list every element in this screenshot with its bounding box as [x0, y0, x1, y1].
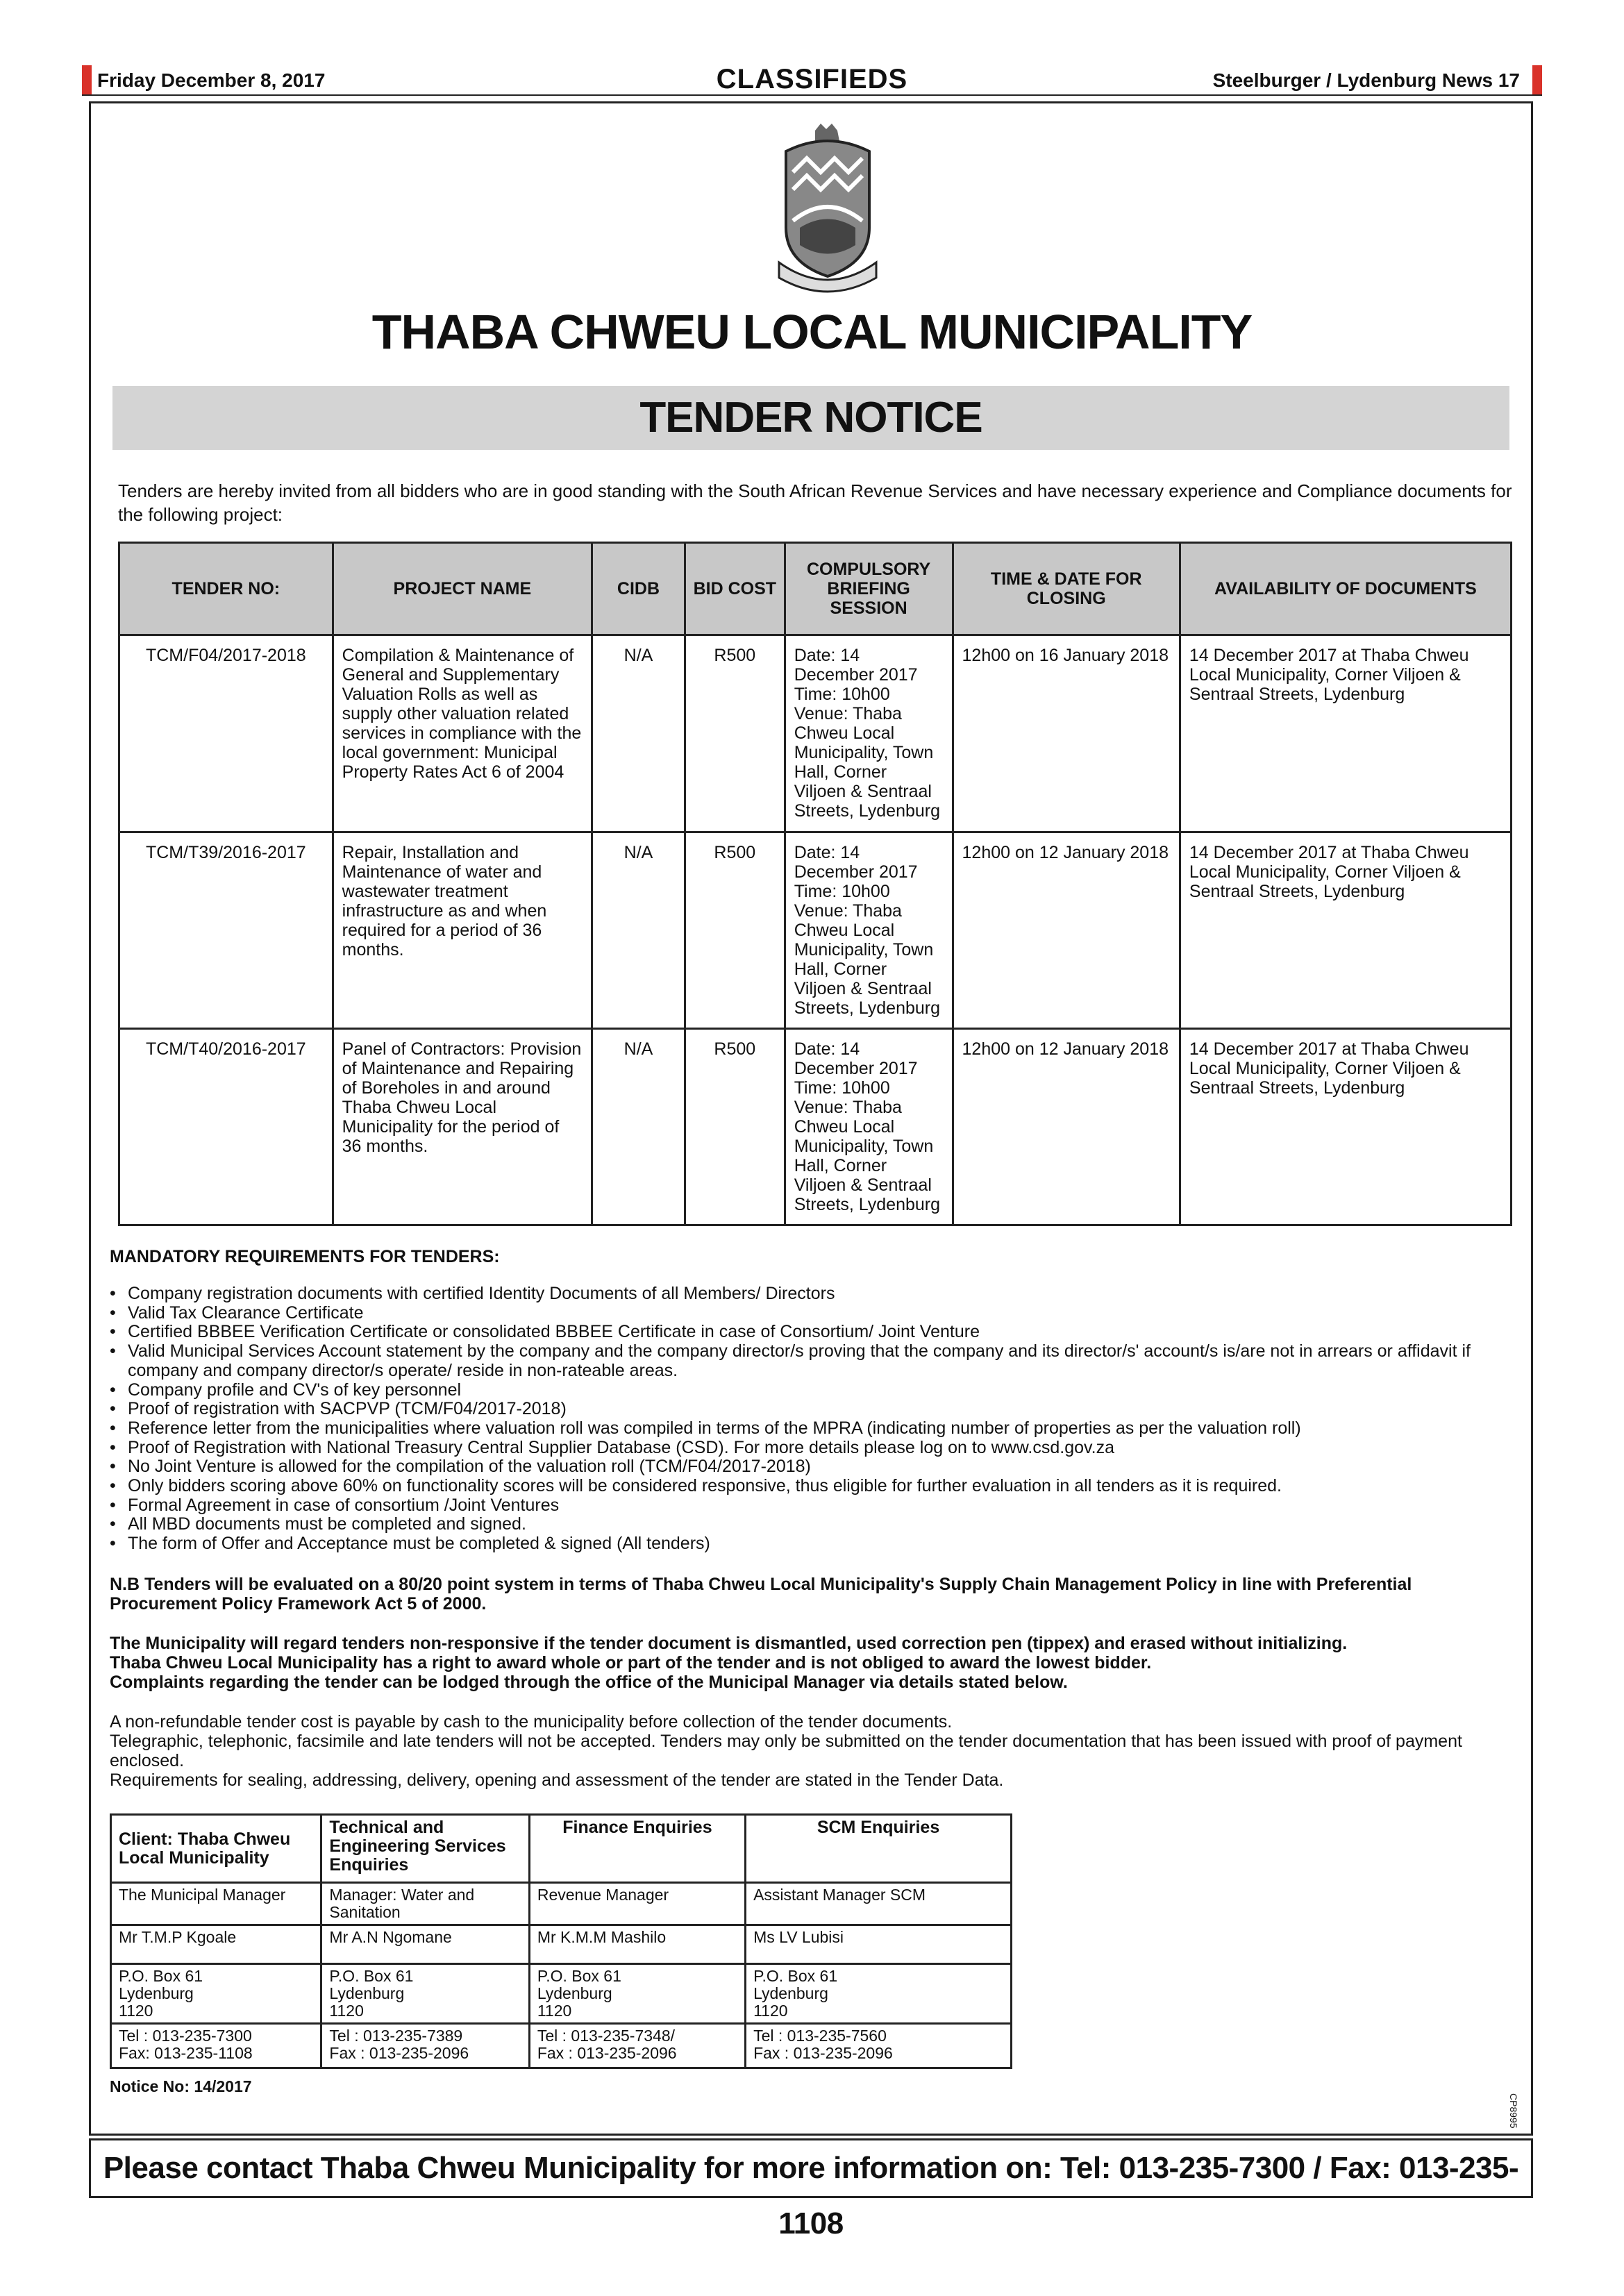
contact-name: Mr A.N Ngomane — [321, 1925, 529, 1964]
col-header-availability: AVAILABILITY OF DOCUMENTS — [1180, 543, 1511, 635]
address-town: Lydenburg — [537, 1984, 612, 2002]
address-code: 1120 — [537, 2002, 572, 2020]
responsiveness-line: Complaints regarding the tender can be lodged through the office of the Municipal Manager via details stated below. — [110, 1673, 1068, 1692]
bid-cost: R500 — [685, 635, 785, 832]
contact-phone — [529, 2024, 745, 2068]
requirements-list — [110, 1284, 1512, 1554]
briefing-session: Date: 14 December 2017 Time: 10h00 Venue: Thaba Chweu Local Municipality, Town Hall, Corner Viljoen & Sentraal Streets, Lydenburg — [785, 1029, 953, 1225]
briefing-session: Date: 14 December 2017 Time: 10h00 Venue: Thaba Chweu Local Municipality, Town Hall, Corner Viljoen & Sentraal Streets, Lydenburg — [785, 832, 953, 1029]
fax: Fax: 013-235-1108 — [119, 2044, 253, 2062]
contacts-name-row — [111, 1925, 1012, 1964]
list-item: • Certified BBBEE Verification Certificate or consolidated BBBEE Certificate in case of Consortium/ Joint Venture — [110, 1323, 1512, 1342]
list-item: • Valid Municipal Services Account statement by the company and the company director/s proving that the company and its director/s' account/s is/are not in arrears or affidavit if company and company director/s operate/ reside in non-rateable areas. — [110, 1342, 1512, 1380]
document-availability: 14 December 2017 at Thaba Chweu Local Municipality, Corner Viljoen & Sentraal Streets, Lydenburg — [1180, 1029, 1511, 1225]
address-box: P.O. Box 61 — [119, 1967, 203, 1985]
contact-role: The Municipal Manager — [111, 1883, 321, 1925]
document-availability: 14 December 2017 at Thaba Chweu Local Municipality, Corner Viljoen & Sentraal Streets, Lydenburg — [1180, 635, 1511, 832]
tel: Tel : 013-235-7389 — [329, 2027, 463, 2045]
list-item: • Proof of Registration with National Treasury Central Supplier Database (CSD). For more details please log on to www.csd.gov.za — [110, 1439, 1512, 1458]
tender-table — [118, 542, 1512, 1226]
intro-paragraph: Tenders are hereby invited from all bidders who are in good standing with the South African Revenue Services and have necessary experience and Compliance documents for the following project: — [118, 480, 1512, 525]
list-item: • Valid Tax Clearance Certificate — [110, 1304, 1512, 1323]
document-availability: 14 December 2017 at Thaba Chweu Local Municipality, Corner Viljoen & Sentraal Streets, Lydenburg — [1180, 832, 1511, 1029]
footer-contact-banner: Please contact Thaba Chweu Municipality for more information on: Tel: 013-235-7300 / Fax: 013-235-1108 — [89, 2138, 1533, 2198]
table-row — [119, 832, 1512, 1029]
table-row — [119, 635, 1512, 832]
contact-role: Manager: Water and Sanitation — [321, 1883, 529, 1925]
address-box: P.O. Box 61 — [329, 1967, 414, 1985]
address-town: Lydenburg — [119, 1984, 194, 2002]
header-section: CLASSIFIEDS — [716, 64, 908, 94]
contact-phone — [111, 2024, 321, 2068]
tender-table-header-row — [119, 543, 1512, 635]
responsiveness-line: The Municipality will regard tenders non-responsive if the tender document is dismantled, used correction pen (tippex) and erased without initializing. — [110, 1634, 1348, 1653]
contacts-phone-row — [111, 2024, 1012, 2068]
project-name: Compilation & Maintenance of General and Supplementary Valuation Rolls as well as supply other valuation related services in compliance with the local government: Municipal Property Rates Act 6 of 2004 — [333, 635, 592, 832]
bid-cost: R500 — [685, 832, 785, 1029]
header-paper: Steelburger / Lydenburg News 17 — [1212, 69, 1520, 91]
address-box: P.O. Box 61 — [753, 1967, 838, 1985]
condition-line: A non-refundable tender cost is payable by cash to the municipality before collection of the tender documents. — [110, 1712, 953, 1732]
contacts-header-row — [111, 1815, 1012, 1883]
contact-address — [746, 1964, 1012, 2024]
tender-no: TCM/T40/2016-2017 — [119, 1029, 333, 1225]
tender-no: TCM/F04/2017-2018 — [119, 635, 333, 832]
contacts-role-row — [111, 1883, 1012, 1925]
condition-line: Telegraphic, telephonic, facsimile and late tenders will not be accepted. Tenders may only be submitted on the tender documentation that has been issued with proof of payment enclosed. — [110, 1732, 1462, 1770]
col-header-tender-no: TENDER NO: — [119, 543, 333, 635]
tender-notice-heading: TENDER NOTICE — [112, 386, 1509, 450]
contact-phone — [321, 2024, 529, 2068]
notice-number: Notice No: 14/2017 — [110, 2077, 252, 2095]
municipality-title: THABA CHWEU LOCAL MUNICIPALITY — [371, 305, 1253, 359]
address-box: P.O. Box 61 — [537, 1967, 621, 1985]
tel: Tel : 013-235-7300 — [119, 2027, 252, 2045]
contact-name: Mr K.M.M Mashilo — [529, 1925, 745, 1964]
contact-header-client: Client: Thaba Chweu Local Municipality — [111, 1815, 321, 1883]
contact-phone — [746, 2024, 1012, 2068]
fax: Fax : 013-235-2096 — [329, 2044, 469, 2062]
tender-no: TCM/T39/2016-2017 — [119, 832, 333, 1029]
contact-address — [321, 1964, 529, 2024]
list-item: • The form of Offer and Acceptance must be completed & signed (All tenders) — [110, 1534, 1512, 1554]
cidb: N/A — [592, 635, 685, 832]
list-item: • All MBD documents must be completed and signed. — [110, 1515, 1512, 1534]
responsiveness-notes — [110, 1634, 1512, 1692]
contact-role: Revenue Manager — [529, 1883, 745, 1925]
cidb: N/A — [592, 832, 685, 1029]
list-item: • Company registration documents with certified Identity Documents of all Members/ Directors — [110, 1284, 1512, 1304]
tel: Tel : 013-235-7348/ — [537, 2027, 676, 2045]
contact-header-scm: SCM Enquiries — [746, 1815, 1012, 1883]
contact-address — [529, 1964, 745, 2024]
col-header-project-name: PROJECT NAME — [333, 543, 592, 635]
requirements-title: MANDATORY REQUIREMENTS FOR TENDERS: — [110, 1247, 500, 1266]
tender-conditions — [110, 1712, 1512, 1790]
briefing-session: Date: 14 December 2017 Time: 10h00 Venue: Thaba Chweu Local Municipality, Town Hall, Corner Viljoen & Sentraal Streets, Lydenburg — [785, 635, 953, 832]
fax: Fax : 013-235-2096 — [537, 2044, 677, 2062]
closing-date: 12h00 on 12 January 2018 — [953, 1029, 1180, 1225]
closing-date: 12h00 on 12 January 2018 — [953, 832, 1180, 1029]
fax: Fax : 013-235-2096 — [753, 2044, 893, 2062]
table-row — [119, 1029, 1512, 1225]
contact-header-technical: Technical and Engineering Services Enquiries — [321, 1815, 529, 1883]
col-header-closing: TIME & DATE FOR CLOSING — [953, 543, 1180, 635]
col-header-bid-cost: BID COST — [685, 543, 785, 635]
contact-role: Assistant Manager SCM — [746, 1883, 1012, 1925]
contact-name: Ms LV Lubisi — [746, 1925, 1012, 1964]
tel: Tel : 013-235-7560 — [753, 2027, 887, 2045]
closing-date: 12h00 on 16 January 2018 — [953, 635, 1180, 832]
col-header-briefing: COMPULSORY BRIEFING SESSION — [785, 543, 953, 635]
condition-line: Requirements for sealing, addressing, delivery, opening and assessment of the tender are stated in the Tender Data. — [110, 1770, 1004, 1790]
contacts-table — [110, 1813, 1012, 2069]
address-code: 1120 — [329, 2002, 364, 2020]
list-item: • Company profile and CV's of key personnel — [110, 1381, 1512, 1400]
list-item: • Only bidders scoring above 60% on functionality scores will be considered responsive, thus eligible for further evaluation in all tenders as it is required. — [110, 1477, 1512, 1496]
header-date: Friday December 8, 2017 — [97, 69, 326, 91]
address-code: 1120 — [753, 2002, 788, 2020]
contact-header-finance: Finance Enquiries — [529, 1815, 745, 1883]
project-name: Repair, Installation and Maintenance of water and wastewater treatment infrastructure as and when required for a period of 36 months. — [333, 832, 592, 1029]
list-item: • Formal Agreement in case of consortium /Joint Ventures — [110, 1496, 1512, 1516]
list-item: • No Joint Venture is allowed for the compilation of the valuation roll (TCM/F04/2017-2018) — [110, 1457, 1512, 1477]
contact-address — [111, 1964, 321, 2024]
address-town: Lydenburg — [753, 1984, 828, 2002]
cidb: N/A — [592, 1029, 685, 1225]
bid-cost: R500 — [685, 1029, 785, 1225]
project-name: Panel of Contractors: Provision of Maintenance and Repairing of Boreholes in and around Thaba Chweu Local Municipality for the period of 36 months. — [333, 1029, 592, 1225]
address-town: Lydenburg — [329, 1984, 405, 2002]
address-code: 1120 — [119, 2002, 153, 2020]
contacts-address-row — [111, 1964, 1012, 2024]
list-item: • Proof of registration with SACPVP (TCM/F04/2017-2018) — [110, 1400, 1512, 1419]
municipal-crest-icon — [772, 124, 883, 297]
responsiveness-line: Thaba Chweu Local Municipality has a right to award whole or part of the tender and is not obliged to award the lowest bidder. — [110, 1653, 1152, 1673]
contact-name: Mr T.M.P Kgoale — [111, 1925, 321, 1964]
evaluation-note: N.B Tenders will be evaluated on a 80/20 point system in terms of Thaba Chweu Local Municipality's Supply Chain Management Policy in line with Preferential Procurement Policy Framework Act 5 of 2000. — [110, 1575, 1412, 1614]
col-header-cidb: CIDB — [592, 543, 685, 635]
advert-ref-code: CP8995 — [1508, 2093, 1519, 2129]
list-item: • Reference letter from the municipalities where valuation roll was compiled in terms of the MPRA (indicating number of properties as per the valuation roll) — [110, 1419, 1512, 1439]
